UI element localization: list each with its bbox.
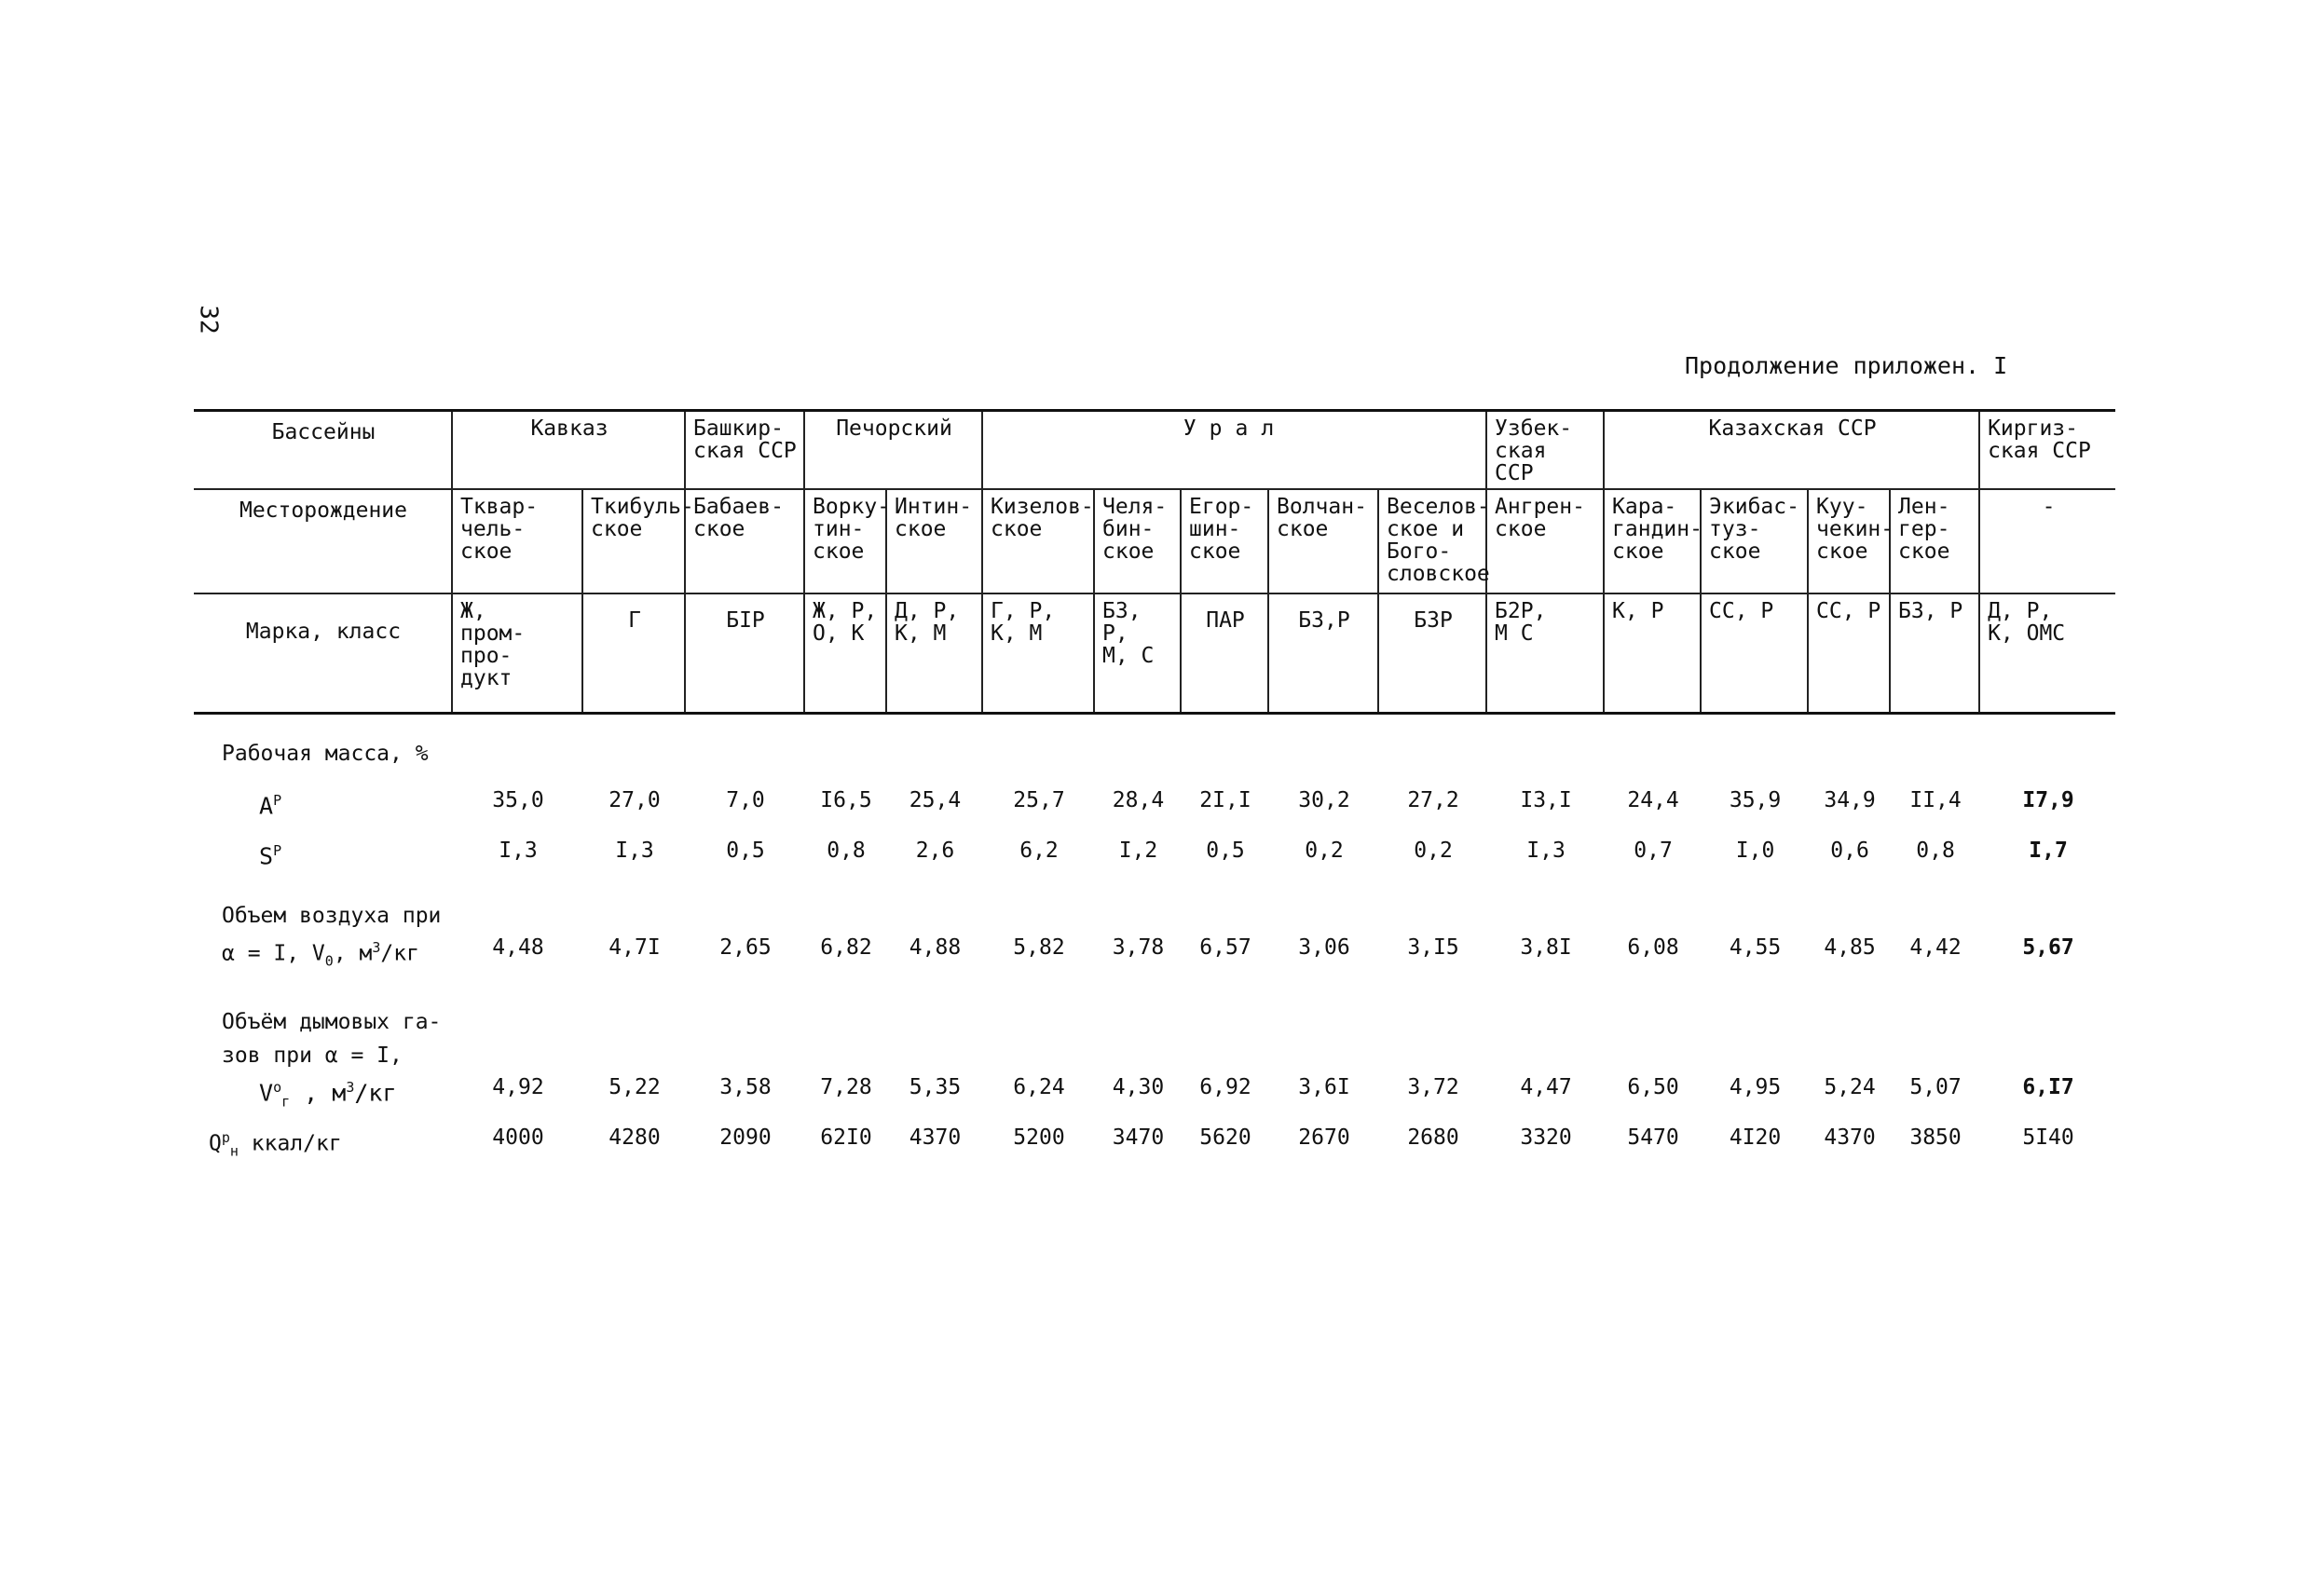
- heat-label: $Q^p_н$ ккал/кг: [209, 1129, 342, 1160]
- grade-label: Марка, класс: [194, 593, 452, 714]
- gas-cell: 6,24: [1013, 1075, 1065, 1099]
- ash-cell: 30,2: [1298, 788, 1350, 812]
- heat-cell: 3320: [1520, 1125, 1572, 1150]
- heat-cell: 5620: [1199, 1125, 1251, 1150]
- air-cell: 4,88: [909, 935, 962, 960]
- ash-cell: II,4: [1909, 788, 1962, 812]
- basin-kazakh: Казахская ССР: [1604, 411, 1979, 490]
- sulfur-cell: I,3: [499, 839, 538, 863]
- heat-cell: 2090: [719, 1125, 772, 1150]
- ash-cell: 28,4: [1112, 788, 1165, 812]
- ash-cell: I3,I: [1520, 788, 1572, 812]
- field-label: Месторождение: [194, 489, 452, 593]
- basin-kavkaz: Кавказ: [452, 411, 685, 490]
- name-cell: Волчан- ское: [1268, 489, 1378, 593]
- gas-cell: 4,47: [1520, 1075, 1572, 1099]
- name-cell: Бабаев- ское: [685, 489, 804, 593]
- ash-cell: I7,9: [2022, 788, 2074, 812]
- air-cell: 6,57: [1199, 935, 1251, 960]
- air-row: [194, 931, 2115, 981]
- ash-cell: 35,0: [492, 788, 544, 812]
- name-cell: -: [1979, 489, 2115, 593]
- grade-cell: ПАР: [1181, 593, 1268, 714]
- heat-cell: 5470: [1627, 1125, 1679, 1150]
- gas-row: [194, 1071, 2115, 1121]
- basin-bashkir: Башкир- ская ССР: [685, 411, 804, 490]
- grade-row: [194, 593, 2115, 714]
- basin-row: [194, 411, 2115, 490]
- air-cell: 3,06: [1298, 935, 1350, 960]
- heat-cell: 2670: [1298, 1125, 1350, 1150]
- sulfur-cell: 0,2: [1414, 839, 1453, 863]
- air-cell: 3,78: [1112, 935, 1165, 960]
- basin-uzbek: Узбек- ская ССР: [1486, 411, 1604, 490]
- sulfur-cell: 0,5: [1206, 839, 1245, 863]
- gas-cell: 3,58: [719, 1075, 772, 1099]
- air-cell: 6,08: [1627, 935, 1679, 960]
- sulfur-cell: 0,2: [1305, 839, 1344, 863]
- sulfur-cell: I,3: [1526, 839, 1566, 863]
- name-cell: Веселов- ское и Бого- словское: [1378, 489, 1486, 593]
- heat-cell: 4370: [909, 1125, 962, 1150]
- sulfur-row: [194, 834, 2115, 884]
- heat-cell: 5200: [1013, 1125, 1065, 1150]
- grade-cell: Ж, пром- про- дукт: [452, 593, 582, 714]
- heat-cell: 4I20: [1729, 1125, 1782, 1150]
- sulfur-cell: I,7: [2029, 839, 2068, 863]
- air-label-line1: Объем воздуха при: [222, 904, 442, 928]
- air-label-row: [194, 884, 2115, 931]
- name-cell: Кара- гандин- ское: [1604, 489, 1701, 593]
- air-cell: 4,7I: [609, 935, 661, 960]
- gas-label-line2: зов при α = I,: [222, 1044, 403, 1068]
- name-cell: Ангрен- ское: [1486, 489, 1604, 593]
- ash-cell: 7,0: [726, 788, 765, 812]
- sulfur-cell: 0,8: [1916, 839, 1955, 863]
- gas-cell: 5,35: [909, 1075, 962, 1099]
- gas-cell: 6,92: [1199, 1075, 1251, 1099]
- heat-cell: 4280: [609, 1125, 661, 1150]
- basin-ural: Урал: [982, 411, 1486, 490]
- ash-cell: I6,5: [820, 788, 872, 812]
- gas-label: $V^o_г$ , $м^3/кг$: [259, 1079, 397, 1111]
- heat-cell: 4370: [1824, 1125, 1876, 1150]
- gas-cell: 6,50: [1627, 1075, 1679, 1099]
- gas-cell: 5,07: [1909, 1075, 1962, 1099]
- ash-cell: 25,4: [909, 788, 962, 812]
- grade-cell: Ж, Р, О, К: [804, 593, 886, 714]
- air-cell: 4,85: [1824, 935, 1876, 960]
- grade-cell: Г: [582, 593, 685, 714]
- grade-cell: Д, Р, К, М: [886, 593, 982, 714]
- gas-label-row1: [194, 981, 2115, 1037]
- air-cell: 5,67: [2022, 935, 2074, 960]
- sulfur-label: $S^P$: [259, 842, 282, 870]
- ash-cell: 34,9: [1824, 788, 1876, 812]
- sulfur-cell: I,0: [1735, 839, 1775, 863]
- ash-cell: 2I,I: [1199, 788, 1251, 812]
- sulfur-cell: I,2: [1118, 839, 1158, 863]
- gas-cell: 5,22: [609, 1075, 661, 1099]
- grade-cell: СС, Р: [1808, 593, 1890, 714]
- gas-cell: 3,6I: [1298, 1075, 1350, 1099]
- ash-cell: 27,2: [1407, 788, 1459, 812]
- grade-cell: Б3, Р: [1890, 593, 1979, 714]
- basin-pechora: Печорский: [804, 411, 982, 490]
- sulfur-cell: 0,8: [827, 839, 866, 863]
- name-cell: Лен- гер- ское: [1890, 489, 1979, 593]
- working-mass-label: Рабочая масса, %: [222, 742, 429, 766]
- air-cell: 2,65: [719, 935, 772, 960]
- name-cell: Экибас- туз- ское: [1701, 489, 1808, 593]
- basin-kirgiz: Киргиз- ская ССР: [1979, 411, 2115, 490]
- name-cell: Егор- шин- ское: [1181, 489, 1268, 593]
- air-cell: 6,82: [820, 935, 872, 960]
- air-label: α = I, $V_0$, $м^3/кг$: [222, 939, 419, 970]
- air-cell: 4,48: [492, 935, 544, 960]
- heat-cell: 3470: [1112, 1125, 1165, 1150]
- gas-cell: 5,24: [1824, 1075, 1876, 1099]
- grade-cell: Б3Р: [1378, 593, 1486, 714]
- name-cell: Куу- чекин- ское: [1808, 489, 1890, 593]
- ash-cell: 24,4: [1627, 788, 1679, 812]
- gas-cell: 4,95: [1729, 1075, 1782, 1099]
- ash-cell: 27,0: [609, 788, 661, 812]
- heat-cell: 3850: [1909, 1125, 1962, 1150]
- name-cell: Челя- бин- ское: [1094, 489, 1181, 593]
- sulfur-cell: 0,6: [1830, 839, 1869, 863]
- air-cell: 3,8I: [1520, 935, 1572, 960]
- name-cell: Кизелов- ское: [982, 489, 1094, 593]
- heat-cell: 2680: [1407, 1125, 1459, 1150]
- working-mass-row: [194, 737, 2115, 784]
- basin-label: Бассейны: [194, 411, 452, 490]
- air-cell: 5,82: [1013, 935, 1065, 960]
- air-cell: 4,55: [1729, 935, 1782, 960]
- heat-cell: 62I0: [820, 1125, 872, 1150]
- name-cell: Интин- ское: [886, 489, 982, 593]
- name-cell: Ткибуль- ское: [582, 489, 685, 593]
- sulfur-cell: 6,2: [1019, 839, 1059, 863]
- gas-cell: 6,I7: [2022, 1075, 2074, 1099]
- gas-label-line1: Объём дымовых га-: [222, 1010, 442, 1034]
- heat-cell: 4000: [492, 1125, 544, 1150]
- coal-properties-table: [194, 409, 2115, 1180]
- field-row: [194, 489, 2115, 593]
- grade-cell: Б3, Р, М, С: [1094, 593, 1181, 714]
- continuation-note: Продолжение приложен. I: [1685, 352, 2008, 379]
- gas-cell: 4,30: [1112, 1075, 1165, 1099]
- sulfur-cell: 0,7: [1634, 839, 1673, 863]
- gas-cell: 3,72: [1407, 1075, 1459, 1099]
- grade-cell: Б3,Р: [1268, 593, 1378, 714]
- ash-cell: 25,7: [1013, 788, 1065, 812]
- heat-row: [194, 1121, 2115, 1180]
- sulfur-cell: 2,6: [915, 839, 955, 863]
- heat-cell: 5I40: [2022, 1125, 2074, 1150]
- grade-cell: БIР: [685, 593, 804, 714]
- sulfur-cell: 0,5: [726, 839, 765, 863]
- gas-label-row2: [194, 1037, 2115, 1071]
- page-number: 32: [194, 305, 223, 334]
- ash-cell: 35,9: [1729, 788, 1782, 812]
- gas-cell: 7,28: [820, 1075, 872, 1099]
- air-cell: 3,I5: [1407, 935, 1459, 960]
- grade-cell: К, Р: [1604, 593, 1701, 714]
- air-cell: 4,42: [1909, 935, 1962, 960]
- grade-cell: Г, Р, К, М: [982, 593, 1094, 714]
- ash-row: [194, 784, 2115, 834]
- name-cell: Ворку- тин- ское: [804, 489, 886, 593]
- sulfur-cell: I,3: [615, 839, 654, 863]
- gas-cell: 4,92: [492, 1075, 544, 1099]
- grade-cell: Б2Р, М С: [1486, 593, 1604, 714]
- grade-cell: Д, Р, К, ОМС: [1979, 593, 2115, 714]
- grade-cell: СС, Р: [1701, 593, 1808, 714]
- name-cell: Тквар- чель- ское: [452, 489, 582, 593]
- ash-label: $A^P$: [259, 792, 282, 820]
